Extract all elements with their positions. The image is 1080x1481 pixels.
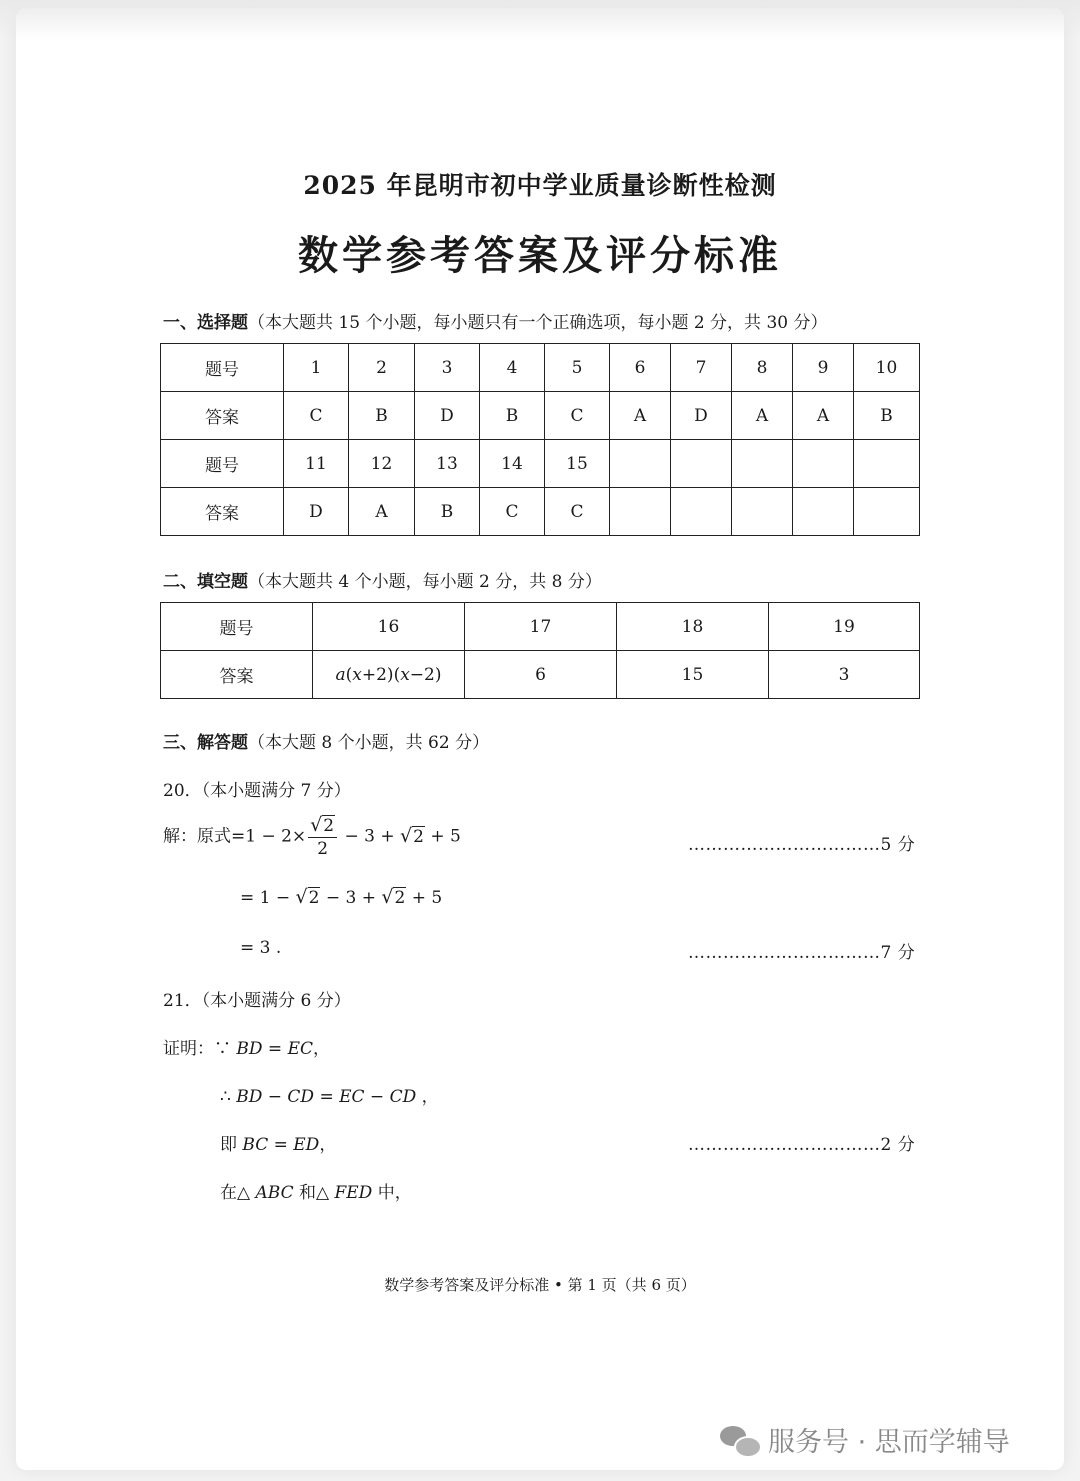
choice-cell: 11 [284, 440, 349, 488]
q20-score-2: ……………………………7 分 [688, 943, 916, 963]
choice-row-header: 答案 [161, 392, 284, 440]
choice-cell: A [610, 392, 671, 440]
choice-cell: A [732, 392, 793, 440]
q21-line3-suffix: ， [319, 1135, 337, 1155]
choice-cell [671, 440, 732, 488]
choice-cell [793, 488, 854, 536]
q21-line3 [220, 1130, 336, 1155]
q21-line4-b: 和△ [293, 1183, 335, 1203]
choice-cell: 15 [545, 440, 610, 488]
fill-cell: 17 [465, 603, 617, 651]
q21-heading: 21．（本小题满分 6 分） [163, 991, 351, 1011]
q21-line4 [220, 1178, 412, 1203]
fill-row-header: 答案 [161, 651, 313, 699]
choice-cell [610, 488, 671, 536]
fraction-denominator: 2 [317, 839, 329, 859]
choice-cell: 4 [480, 344, 545, 392]
q20-step2-b: − 3 + [320, 888, 382, 908]
choice-cell: C [545, 392, 610, 440]
q21-line3-prefix: 即 [220, 1135, 243, 1155]
choice-cell [793, 440, 854, 488]
choice-cell: A [793, 392, 854, 440]
watermark-text: 服务号 · 思而学辅导 [768, 1427, 1010, 1458]
choice-cell: 5 [545, 344, 610, 392]
radicand: 2 [394, 888, 406, 908]
section3-note: （本大题 8 个小题，共 62 分） [248, 733, 490, 753]
radical-sign-icon: √ [381, 886, 394, 908]
q20-score-1: ……………………………5 分 [688, 835, 916, 855]
choice-row [161, 344, 920, 392]
choice-cell: C [284, 392, 349, 440]
choice-answer-table [160, 343, 920, 536]
choice-cell: B [415, 488, 480, 536]
radicand: 2 [308, 888, 320, 908]
section1-note: （本大题共 15 个小题，每小题只有一个正确选项，每小题 2 分，共 30 分） [248, 313, 828, 333]
choice-cell [732, 488, 793, 536]
section3-label: 三、解答题 [163, 733, 248, 753]
choice-cell: 8 [732, 344, 793, 392]
choice-row [161, 440, 920, 488]
choice-cell: B [349, 392, 415, 440]
q21-line2-math: BD − CD = EC − CD [236, 1087, 417, 1107]
q21-line2 [220, 1082, 439, 1107]
sqrt2-over-2-fraction [308, 814, 337, 860]
choice-cell: 3 [415, 344, 480, 392]
q21-line2-prefix: ∴ [220, 1087, 237, 1107]
choice-cell: 7 [671, 344, 732, 392]
q21-line1 [163, 1034, 330, 1059]
choice-cell: B [480, 392, 545, 440]
fill-cell: a(x+2)(x−2) [313, 651, 465, 699]
q20-step1-prefix: 解：原式=1 − 2× [163, 826, 307, 847]
q21-line4-a: 在△ [220, 1183, 256, 1203]
choice-cell [854, 488, 920, 536]
q21-line4-m1: ABC [255, 1183, 294, 1203]
choice-row-header: 题号 [161, 344, 284, 392]
watermark [720, 1420, 1010, 1459]
wechat-icon [720, 1424, 760, 1456]
fill-row-header: 题号 [161, 603, 313, 651]
section2-label: 二、填空题 [163, 572, 248, 592]
choice-cell: 9 [793, 344, 854, 392]
q21-line3-math: BC = ED [242, 1135, 320, 1155]
choice-cell: D [284, 488, 349, 536]
q21-line1-suffix: ， [313, 1039, 330, 1059]
choice-cell [671, 488, 732, 536]
section1-label: 一、选择题 [163, 313, 248, 333]
q20-step2-a: = 1 − [240, 888, 296, 908]
q20-step2 [240, 886, 442, 908]
choice-cell: 12 [349, 440, 415, 488]
fill-cell: 15 [617, 651, 769, 699]
page-footer: 数学参考答案及评分标准 • 第 1 页（共 6 页） [384, 1276, 696, 1294]
choice-cell: 2 [349, 344, 415, 392]
choice-cell: D [671, 392, 732, 440]
q20-heading: 20．（本小题满分 7 分） [163, 781, 351, 801]
radical-sign-icon: √ [295, 886, 308, 908]
section2-heading [163, 567, 602, 592]
q21-line1-math: BD = EC [236, 1039, 313, 1059]
choice-cell: 6 [610, 344, 671, 392]
choice-cell: C [545, 488, 610, 536]
choice-cell: 14 [480, 440, 545, 488]
radicand: 2 [413, 826, 424, 847]
section2-note: （本大题共 4 个小题，每小题 2 分，共 8 分） [248, 572, 602, 592]
choice-cell [610, 440, 671, 488]
section1-heading [163, 308, 828, 333]
choice-cell: B [854, 392, 920, 440]
fill-cell: 18 [617, 603, 769, 651]
fill-row [161, 603, 920, 651]
q20-step1-mid: − 3 + [339, 826, 401, 847]
q21-line2-suffix: ， [416, 1087, 439, 1107]
q20-step3: = 3 . [240, 938, 282, 958]
q20-step1 [163, 814, 461, 860]
choice-cell: 13 [415, 440, 480, 488]
choice-row-header: 答案 [161, 488, 284, 536]
main-title: 数学参考答案及评分标准 [298, 232, 782, 279]
choice-row [161, 392, 920, 440]
top-shadow [0, 0, 1080, 40]
radicand: 2 [323, 816, 335, 836]
fill-cell: 3 [769, 651, 920, 699]
q20-step1-tail: + 5 [424, 826, 461, 847]
q21-line4-m2: FED [334, 1183, 373, 1203]
choice-cell [854, 440, 920, 488]
fraction-numerator [308, 814, 337, 838]
choice-row [161, 488, 920, 536]
q20-step2-c: + 5 [406, 888, 443, 908]
fill-row [161, 651, 920, 699]
q21-line4-c: 中， [372, 1183, 412, 1203]
choice-cell: A [349, 488, 415, 536]
radical-sign-icon: √ [400, 824, 413, 847]
fill-cell: 6 [465, 651, 617, 699]
choice-cell: 1 [284, 344, 349, 392]
choice-cell: 10 [854, 344, 920, 392]
choice-cell: D [415, 392, 480, 440]
fill-cell: 16 [313, 603, 465, 651]
radical-sign-icon: √ [310, 814, 323, 836]
exam-title: 2025 年昆明市初中学业质量诊断性检测 [303, 171, 777, 200]
choice-cell: C [480, 488, 545, 536]
q21-score: ……………………………2 分 [688, 1135, 916, 1155]
q21-line1-prefix: 证明：∵ [163, 1039, 237, 1059]
fill-cell: 19 [769, 603, 920, 651]
fill-answer-table [160, 602, 920, 699]
choice-cell [732, 440, 793, 488]
section3-heading [163, 728, 489, 753]
choice-row-header: 题号 [161, 440, 284, 488]
